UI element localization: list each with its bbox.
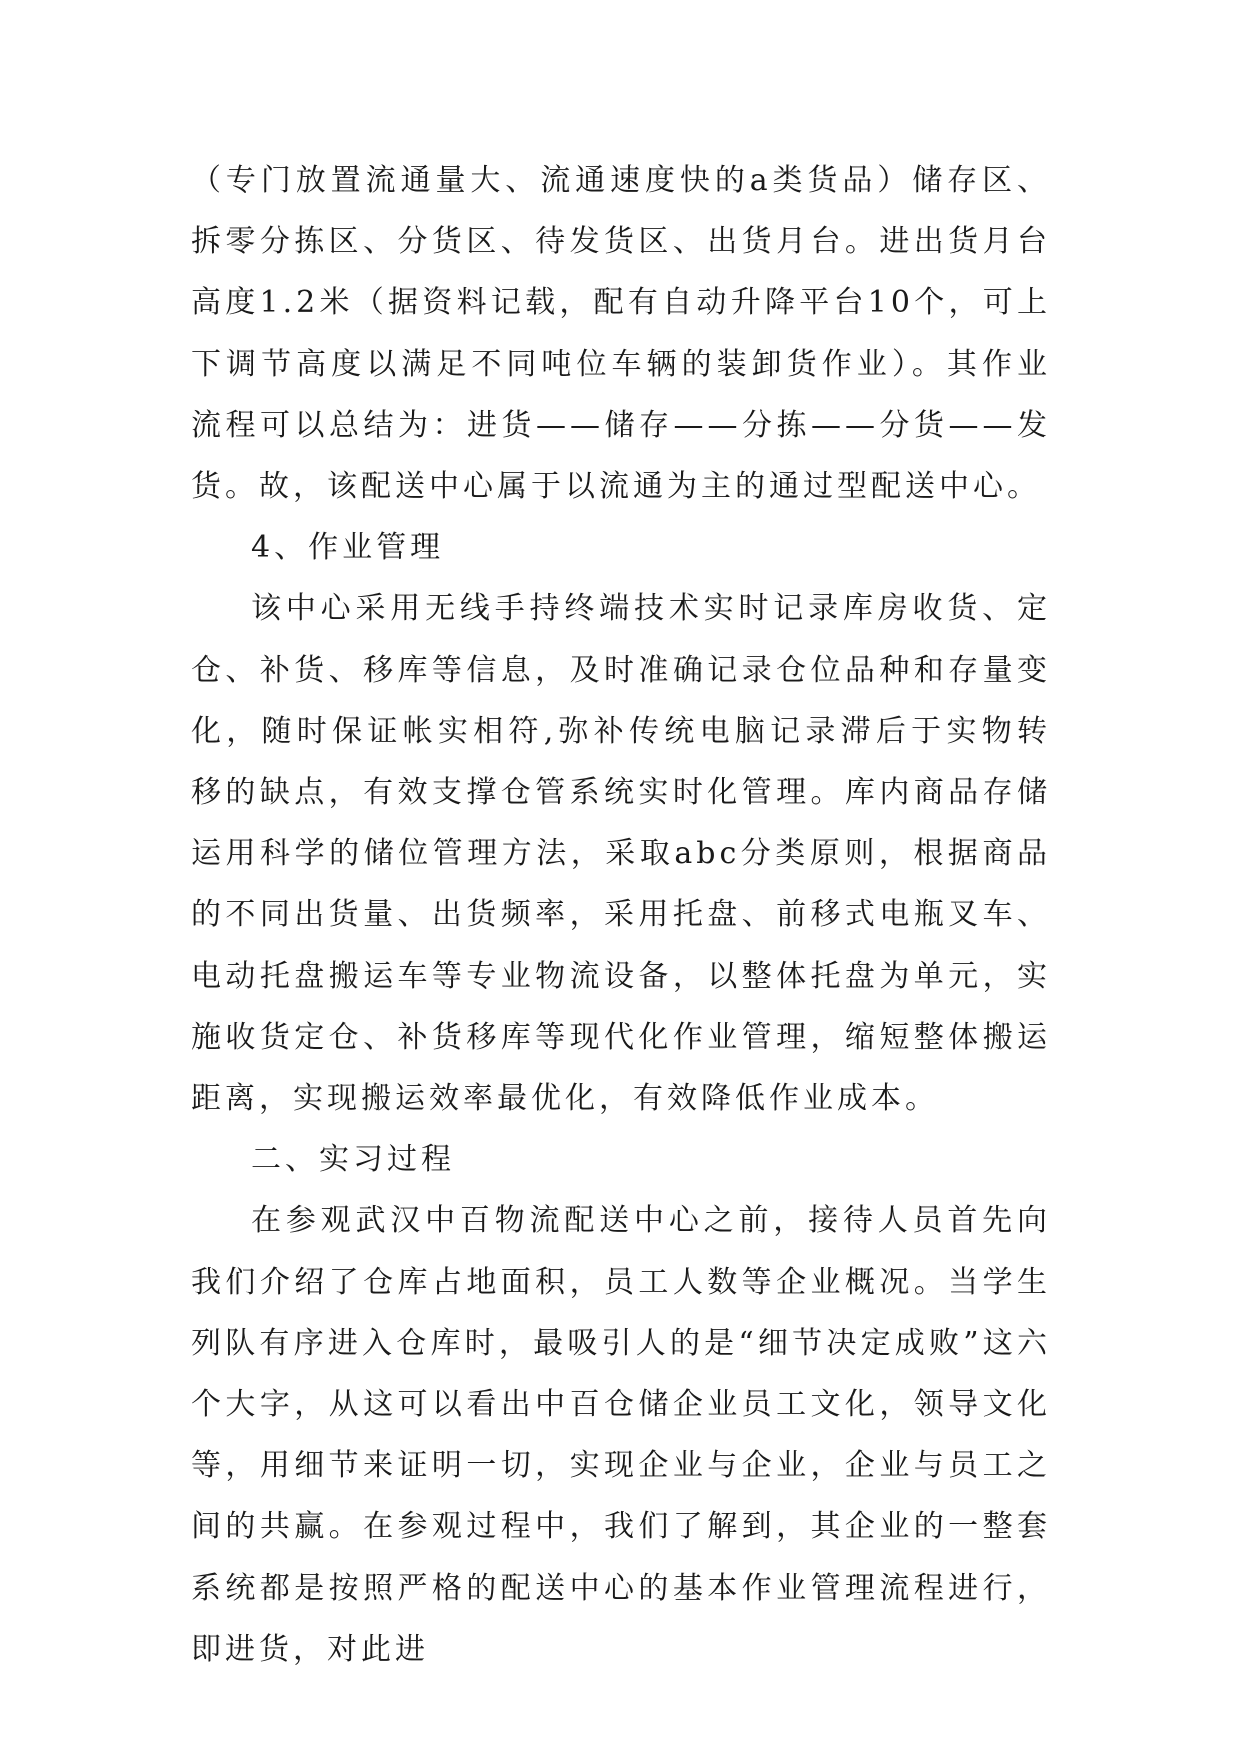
paragraph-operation-management: 该中心采用无线手持终端技术实时记录库房收货、定仓、补货、移库等信息，及时准确记录仓位品种和存量变化，随时保证帐实相符,弥补传统电脑记录滞后于实物转移的缺点，有效支撑仓管系统实时化管理。库内商品存储运用科学的储位管理方法，采取abc分类原则，根据商品的不同出货量、出货频率，采用托盘、前移式电瓶叉车、电动托盘搬运车等专业物流设备，以整体托盘为单元，实施收货定仓、补货移库等现代化作业管理，缩短整体搬运距离，实现搬运效率最优化，有效降低作业成本。 [191,591,1051,1117]
heading-internship-process: 二、实习过程 [251,1142,455,1178]
heading-operation-management: 4、作业管理 [251,530,445,566]
document-page [191,150,1051,1680]
paragraph-storage-areas: （专门放置流通量大、流通速度快的a类货品）储存区、拆零分拣区、分货区、待发货区、出货月台。进出货月台高度1.2米（据资料记载，配有自动升降平台10个，可上下调节高度以满足不同吨位车辆的装卸货作业）。其作业流程可以总结为：进货——储存——分拣——分货——发货。故，该配送中心属于以流通为主的通过型配送中心。 [191,163,1051,505]
paragraph-internship-process: 在参观武汉中百物流配送中心之前，接待人员首先向我们介绍了仓库占地面积，员工人数等企业概况。当学生列队有序进入仓库时，最吸引人的是“细节决定成败”这六个大字，从这可以看出中百仓储企业员工文化，领导文化等，用细节来证明一切，实现企业与企业，企业与员工之间的共赢。在参观过程中，我们了解到，其企业的一整套系统都是按照严格的配送中心的基本作业管理流程进行，即进货，对此进 [191,1203,1051,1667]
